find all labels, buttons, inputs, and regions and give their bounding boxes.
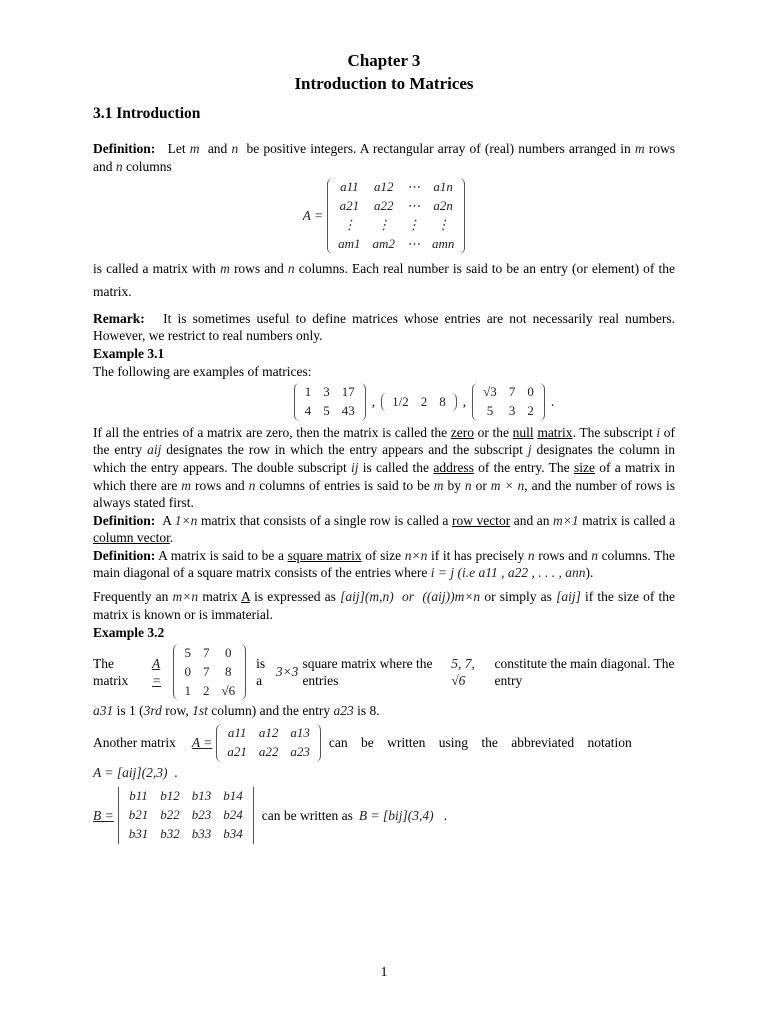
another-matrix: a11 a12 a13 a21 a22 a23 — [216, 724, 321, 762]
example-3-2-explanation: a31 is 1 (3rd row, 1st column) and the entry a23 is 8. — [93, 703, 380, 719]
section-heading: 3.1 Introduction — [93, 104, 201, 122]
term-matrix: matrix — [537, 424, 573, 440]
example-3-1-label: Example 3.1 — [93, 346, 165, 362]
term-null: null — [512, 424, 534, 440]
chapter-title: Introduction to Matrices — [294, 73, 474, 93]
remark: Remark: It is sometimes useful to define matrices whose entries are not necessarily real numbers. However, we restrict to real numbers only. — [93, 310, 675, 344]
general-matrix-body: a11 a12 ⋯ a1n a21 a22 ⋯ a2n ⋮ ⋮ ⋮ ⋮ am1 am2 ⋯ amn — [327, 178, 465, 254]
term-row-vector: row vector — [451, 512, 511, 528]
b-matrix: b11 b12 b13 b14 b21 b22 b23 b24 b31 b32 b33 b34 — [118, 787, 254, 844]
example-matrix-2: 1/2 2 8 — [381, 393, 457, 412]
b-matrix-statement: B = b11 b12 b13 b14 b21 b22 b23 b24 b31 b32 b33 b34 can be written as B = [bij](3,4) . — [93, 787, 675, 844]
remark-label: Remark: — [93, 310, 145, 326]
document-page — [93, 50, 675, 844]
chapter-number: Chapter 3 — [347, 51, 421, 70]
page-number: 1 — [380, 965, 388, 980]
terminology-paragraph: If all the entries of a matrix are zero, then the matrix is called the zero or the null matrix. The subscript i of the entry aij designates the row in which the entry appears and the subscript j designates the column in which the entry appears. The double subscript ij is called the address of the entry. The size of a matrix in which there are m rows and n columns of entries is said to be m by n or m × n, and the number of rows is always stated first. — [93, 424, 676, 511]
another-matrix-statement: Another matrix A = a11 a12 a13 a21 a22 a23 can be written using the abbreviated notation — [93, 724, 675, 762]
example-matrix-3: √3 7 0 5 3 2 — [472, 383, 545, 421]
example-3-2-matrix: 5 7 0 0 7 8 1 2 √6 — [173, 644, 246, 701]
matrix-lhs: A = — [302, 208, 324, 224]
term-square-matrix: square matrix — [287, 547, 362, 563]
matrix-description: is called a matrix with m rows and n columns. Each real number is said to be an entry (or element) of the matrix. — [93, 260, 676, 300]
term-zero: zero — [450, 424, 474, 440]
definition-square-matrix: Definition: A matrix is said to be a square matrix of size n×n if it has precisely n rows and n columns. The main diagonal of a square matrix consists of the entries where i = j (i.e a11 , a22 , . . . , ann). — [93, 547, 676, 581]
term-size: size — [573, 459, 595, 475]
definition-vectors: Definition: A 1×n matrix that consists of a single row is called a row vector and an m×1 matrix is called a column vector. — [93, 512, 676, 546]
term-address: address — [433, 459, 474, 475]
abbreviated-notation-a: A = [aij](2,3) . — [93, 764, 178, 780]
example-matrices: 1 3 17 4 5 43 , 1/2 2 8 , √3 7 0 5 3 2 . — [173, 383, 675, 421]
term-column-vector: column vector — [93, 530, 170, 546]
example-3-2-statement: The matrix A = 5 7 0 0 7 8 1 2 √6 is a 3×3 square matrix where the entries 5, 7, √6 constitute the main diagonal. The entry — [93, 644, 675, 701]
definition-matrix: Definition: Let m and n be positive integers. A rectangular array of (real) numbers arranged in m rows and n columns — [93, 141, 676, 174]
example-3-1-intro: The following are examples of matrices: — [93, 363, 312, 379]
example-3-2-label: Example 3.2 — [93, 625, 165, 641]
general-matrix — [93, 178, 675, 254]
definition-label: Definition: — [93, 141, 156, 157]
notation-paragraph: Frequently an m×n matrix A is expressed as [aij](m,n) or ((aij))m×n or simply as [aij] if the size of the matrix is known or is immaterial. — [93, 588, 676, 623]
example-matrix-1: 1 3 17 4 5 43 — [294, 383, 366, 421]
